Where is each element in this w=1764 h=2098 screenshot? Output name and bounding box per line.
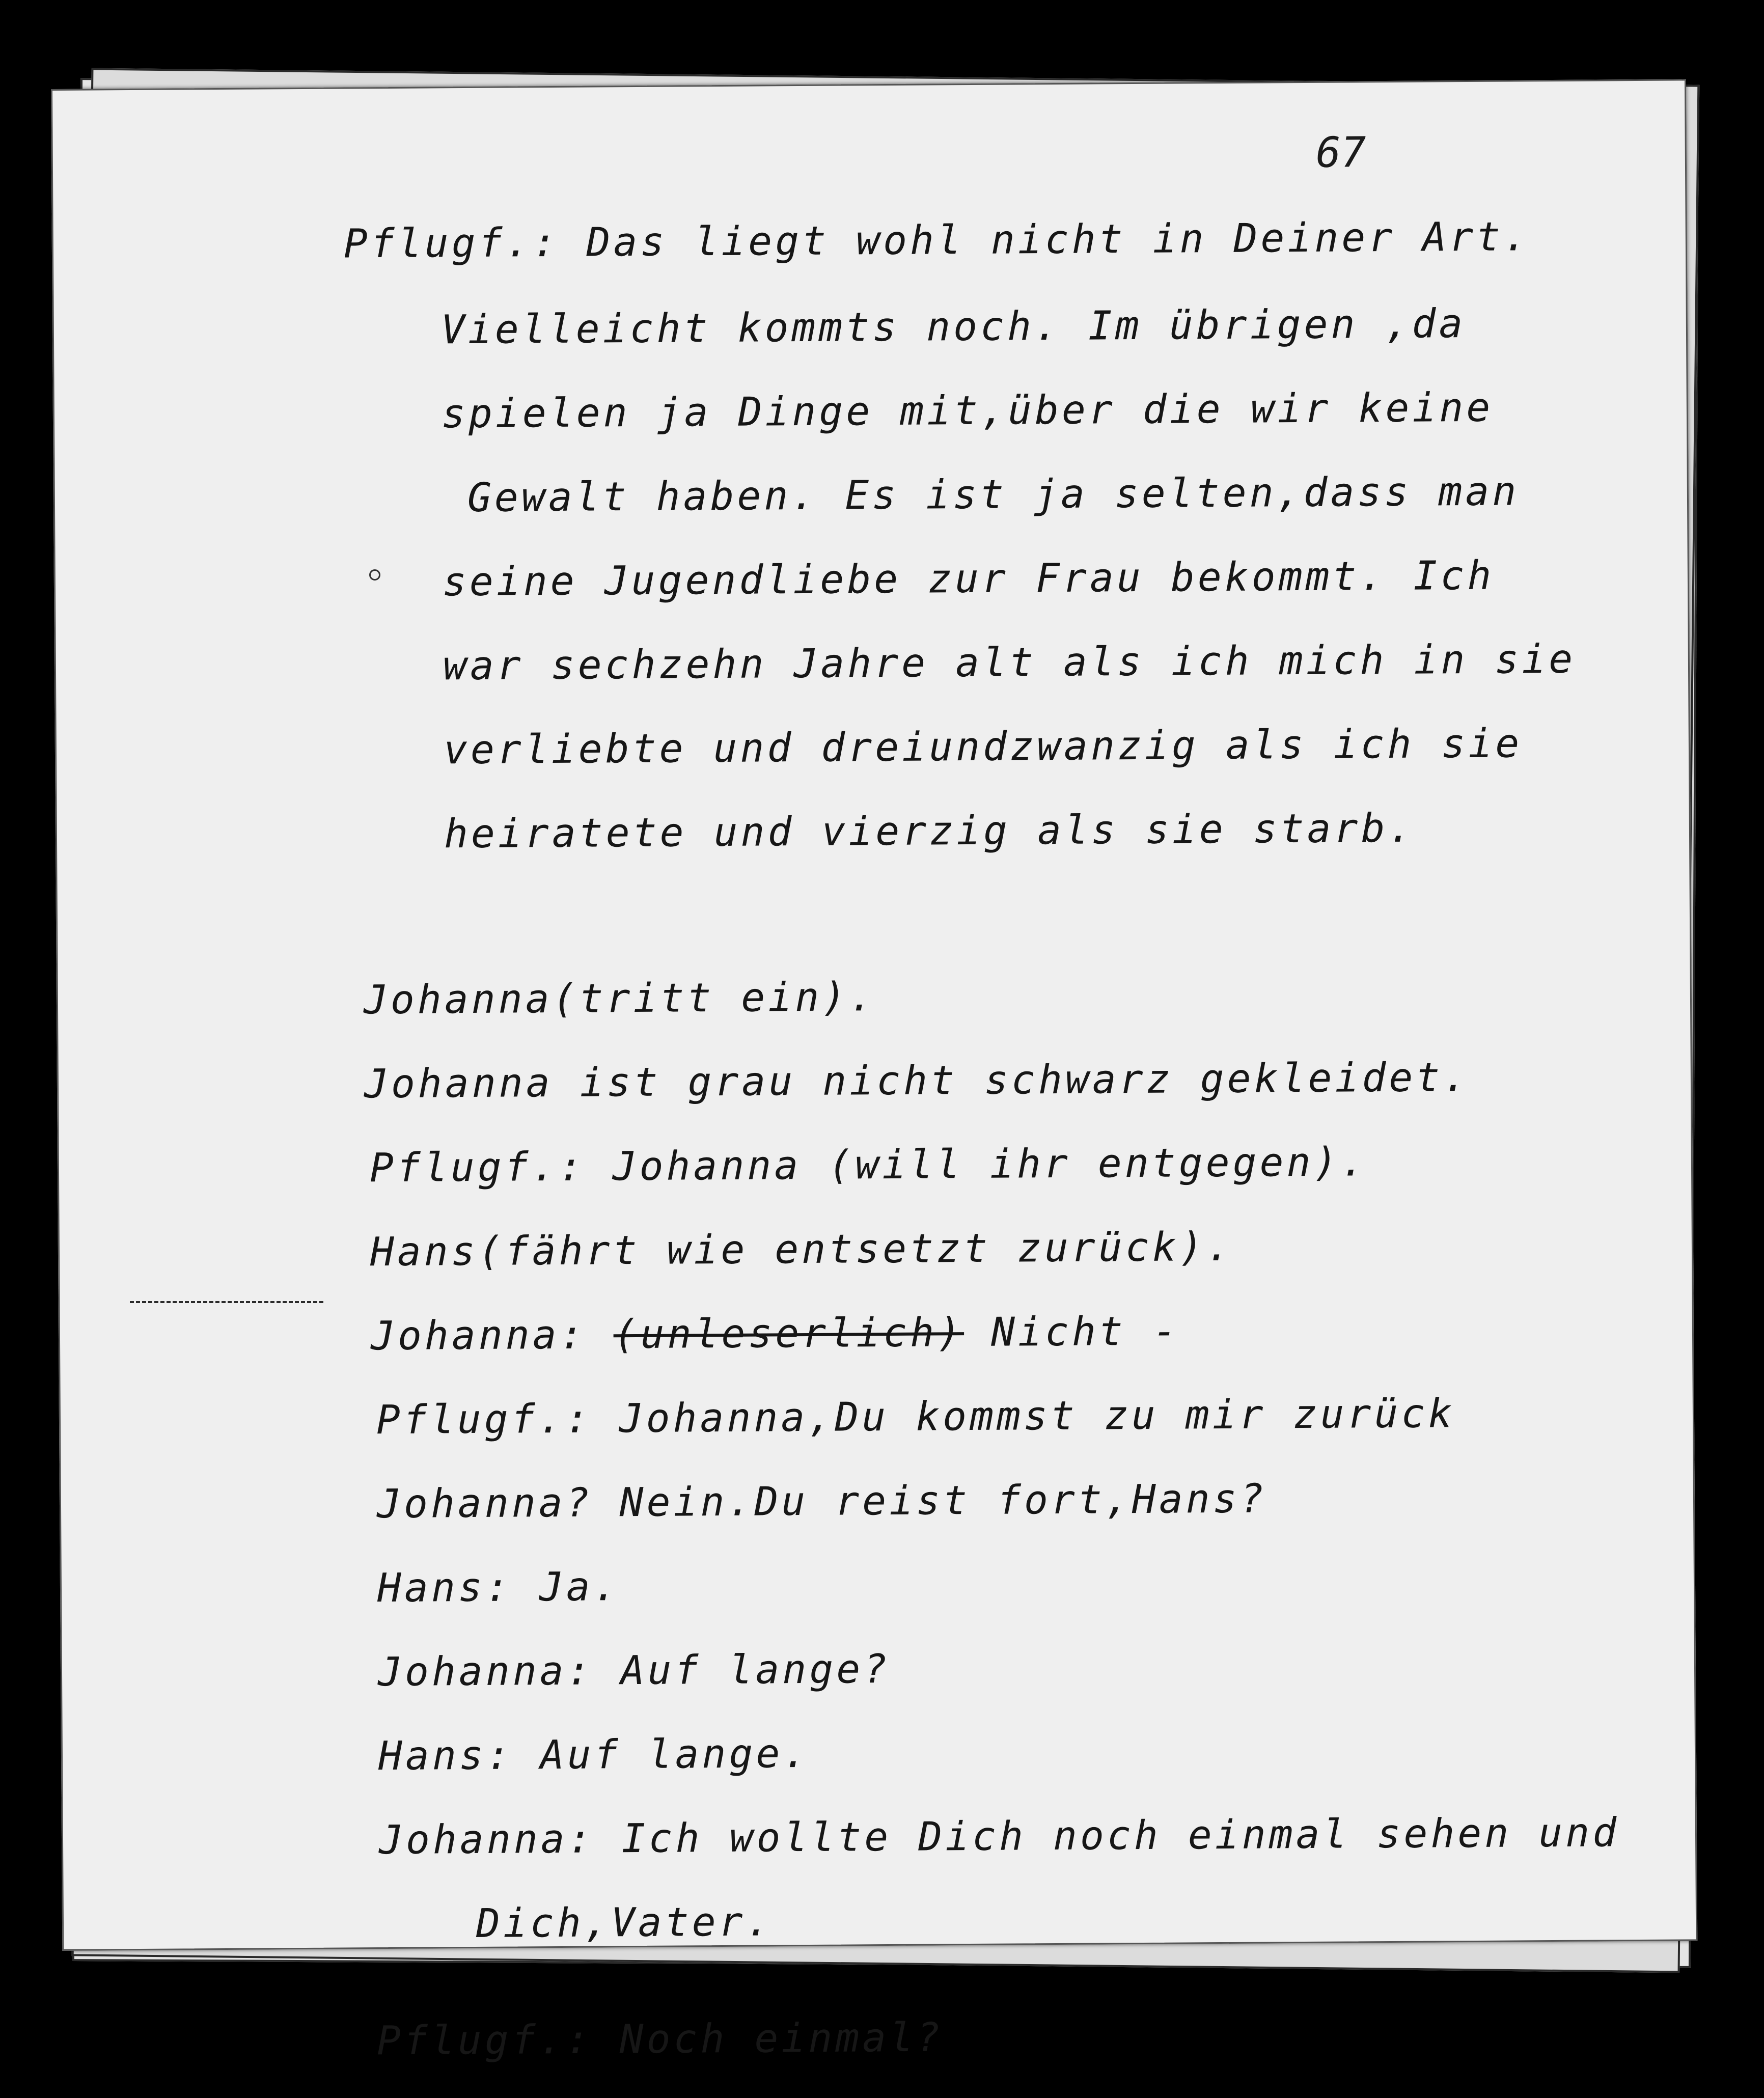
page-number: 67 (1315, 128, 1366, 177)
dialogue-text: Nicht - (990, 1308, 1180, 1356)
margin-dot-mark (369, 569, 380, 581)
text-line: Pflugf.: Johanna (will ihr entgegen). (369, 1139, 1368, 1192)
bleed-through-text (1155, 112, 1674, 1693)
text-line: Gewalt haben. Es ist ja selten,dass man (467, 468, 1520, 521)
text-line: verliebte und dreiundzwanzig als ich sie (443, 721, 1523, 774)
text-line: Pflugf.: Noch einmal? (376, 2014, 944, 2064)
text-line: Pflugf.: Johanna,Du kommst zu mir zurück (376, 1391, 1455, 1444)
text-line: Johanna: Auf lange? (377, 1646, 891, 1696)
typewritten-page (51, 79, 1697, 1951)
speaker-label: Johanna: (370, 1312, 587, 1360)
text-line: Johanna ist grau nicht schwarz gekleidet. (364, 1055, 1470, 1108)
text-line: spielen ja Dinge mit,über die wir keine (441, 384, 1494, 437)
text-line: Hans(fährt wie entsetzt zurück). (370, 1224, 1233, 1276)
text-line: Hans: Ja. (377, 1564, 620, 1612)
text-line: Vielleicht kommts noch. Im übrigen ,da (440, 301, 1466, 353)
text-line: Pflugf.: Das liegt wohl nicht in Deiner Art. (343, 214, 1531, 267)
text-line: heiratete und vierzig als sie starb. (444, 805, 1415, 858)
text-line: Dich,Vater. (476, 1899, 773, 1947)
text-line: war sechzehn Jahre alt als ich mich in sie (443, 636, 1576, 689)
margin-dash-mark (130, 1301, 323, 1303)
struck-out-text: (unleserlich) (613, 1310, 964, 1358)
text-line: Johanna? Nein.Du reist fort,Hans? (376, 1476, 1267, 1528)
text-line: seine Jugendliebe zur Frau bekommt. Ich (442, 553, 1495, 605)
text-line: Johanna: Ich wollte Dich noch einmal sehen und (378, 1810, 1620, 1864)
text-line: Johanna(tritt ein). (363, 974, 876, 1024)
text-line: Hans: Auf lange. (378, 1730, 810, 1780)
text-line (371, 1309, 1180, 1360)
